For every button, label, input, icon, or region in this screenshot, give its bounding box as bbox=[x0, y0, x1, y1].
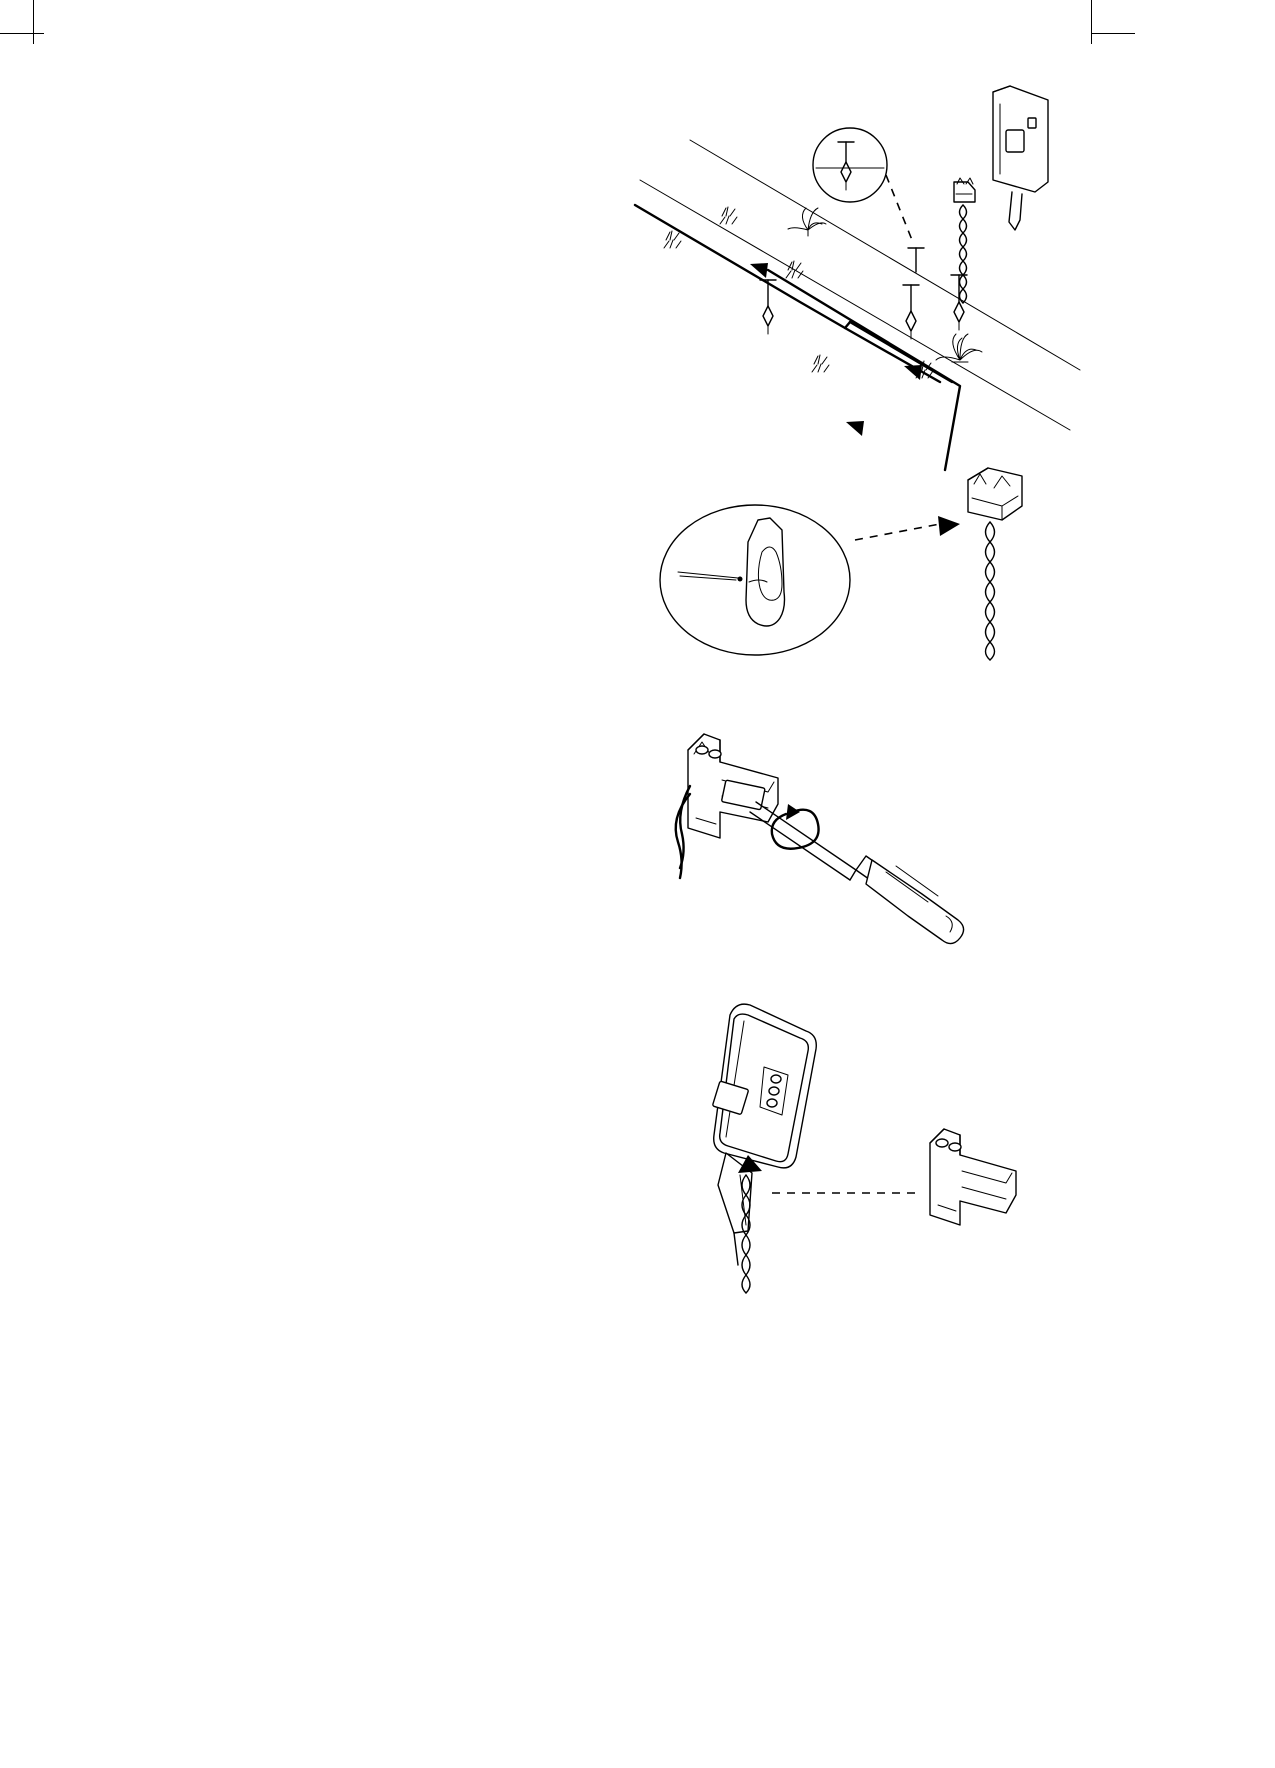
ground-stake-2 bbox=[903, 285, 919, 339]
page-title bbox=[0, 0, 1, 1]
twisted-wire-pair bbox=[960, 205, 967, 303]
ground-stake-1 bbox=[760, 280, 776, 334]
figure-attach-connector-to-transmitter bbox=[690, 975, 1090, 1275]
callout-leader-line bbox=[855, 524, 940, 540]
grass-tuft-group bbox=[664, 207, 933, 378]
splice-connector-block bbox=[968, 468, 1022, 520]
crop-mark-top-left-vertical bbox=[33, 0, 34, 44]
boundary-wire bbox=[635, 205, 952, 382]
shrub-2 bbox=[936, 334, 982, 362]
shrub-1 bbox=[788, 208, 826, 236]
callout-arrow-head bbox=[938, 516, 960, 536]
figure-yard-boundary-wire-layout bbox=[600, 70, 1100, 460]
callout-leader-line bbox=[886, 175, 912, 240]
wall-transmitter-unit bbox=[712, 1004, 816, 1265]
wall-transmitter-unit bbox=[993, 86, 1048, 230]
twisted-wire-pair bbox=[986, 522, 995, 660]
figure-tighten-connector-screw bbox=[660, 720, 1060, 960]
terminal-connector-block bbox=[930, 1129, 1016, 1225]
flat-head-screwdriver bbox=[750, 802, 964, 944]
wire-connector-block bbox=[954, 178, 975, 202]
crop-mark-top-right-horizontal bbox=[1091, 33, 1135, 34]
ground-stake-3 bbox=[908, 248, 924, 272]
detail-callout-circle bbox=[813, 128, 887, 202]
crop-mark-top-right-vertical bbox=[1091, 0, 1092, 44]
figure-wire-splice-connector-detail bbox=[650, 460, 1050, 710]
crop-mark-top-left-horizontal bbox=[0, 33, 44, 34]
